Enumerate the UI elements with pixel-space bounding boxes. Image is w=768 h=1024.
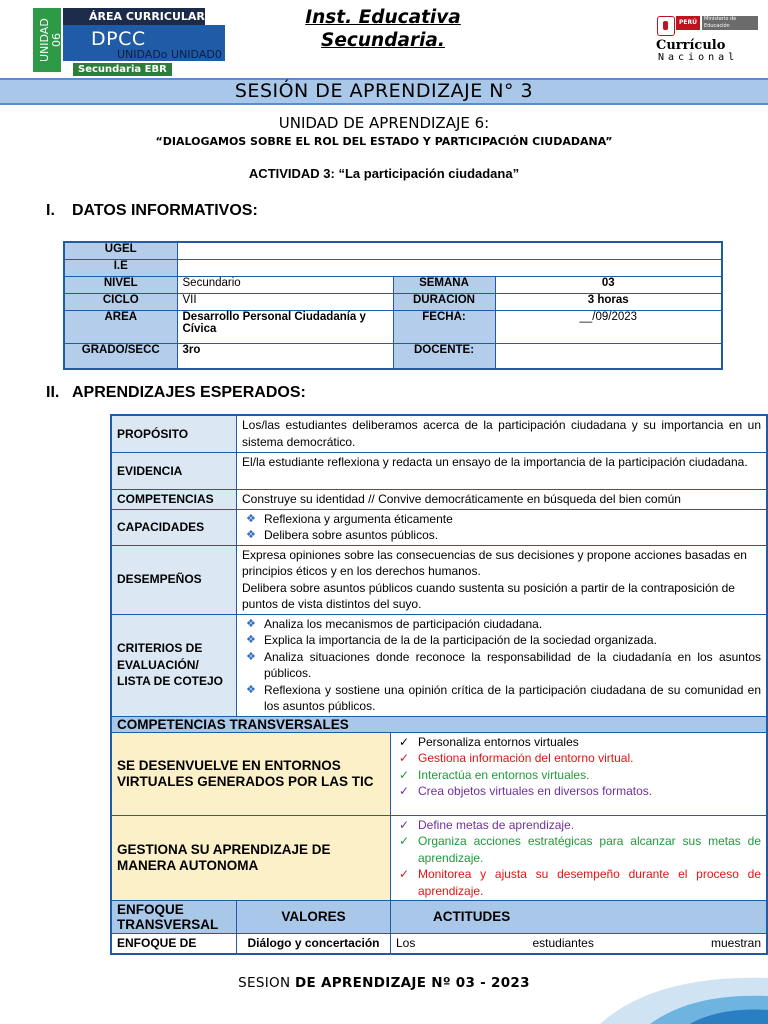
page-footer	[0, 975, 768, 991]
unit-label: UNIDAD DE APRENDIZAJE 6:	[278, 114, 490, 132]
capacidades-list	[237, 509, 768, 545]
ciclo-value: VII	[177, 294, 393, 311]
docente-value	[495, 344, 722, 370]
list-item: ❖ Reflexiona y sostiene una opinión crítica de la participación ciudadana de su comunidad en los asuntos públicos.	[246, 682, 761, 713]
check-icon: ✓	[399, 834, 410, 848]
list-item: ✓ Crea objetos virtuales en diversos formatos.	[399, 784, 653, 798]
list-item: ✓ Define metas de aprendizaje.	[399, 817, 575, 832]
tic-competency-label: SE DESENVUELVE EN ENTORNOS VIRTUALES GENERADOS POR LAS TIC	[111, 732, 391, 815]
ie-value	[177, 260, 722, 277]
duracion-value: 3 horas	[495, 294, 722, 311]
section-heading-datos	[46, 202, 258, 220]
table-row	[111, 732, 767, 815]
enfoque-header: ENFOQUE TRANSVERSAL	[111, 901, 237, 934]
tic-checklist	[391, 732, 768, 815]
badge-area-code: DPCC	[91, 28, 146, 50]
unit-name: “DIALOGAMOS SOBRE EL ROL DEL ESTADO Y PARTICIPACIÓN CIUDADANA”	[155, 135, 613, 148]
proposito-text: Los/las estudiantes deliberamos acerca de la participación ciudadana y su importancia en un sistema democrático.	[237, 415, 768, 453]
table-row	[64, 260, 722, 277]
list-item: ❖ Explica la importancia de la de la participación de la sociedad organizada.	[246, 633, 657, 647]
enfoque-value: ENFOQUE DE	[111, 934, 237, 954]
area-label: AREA	[64, 311, 177, 344]
table-row	[111, 614, 767, 716]
diamond-bullet-icon: ❖	[246, 683, 256, 696]
aprendizajes-table	[110, 414, 768, 955]
list-item: ❖ Delibera sobre asuntos públicos.	[246, 528, 439, 542]
ugel-label: UGEL	[64, 242, 177, 260]
list-item: ✓ Interactúa en entornos virtuales.	[399, 767, 590, 782]
section-heading-aprendizajes	[46, 384, 306, 402]
evidencia-label: EVIDENCIA	[111, 453, 237, 490]
diamond-bullet-icon: ❖	[246, 617, 256, 630]
table-row	[111, 934, 767, 954]
list-item: ❖ Analiza situaciones donde reconoce la responsabilidad de la ciudadanía en los asuntos públicos.	[246, 649, 761, 680]
ciclo-label: CICLO	[64, 294, 177, 311]
table-row	[111, 815, 767, 901]
docente-label: DOCENTE:	[393, 344, 495, 370]
proposito-label: PROPÓSITO	[111, 415, 237, 453]
check-icon: ✓	[399, 867, 410, 881]
autonoma-competency-label: GESTIONA SU APRENDIZAJE DE MANERA AUTONOMA	[111, 815, 391, 901]
table-row	[111, 415, 767, 453]
competencias-transversales-header: COMPETENCIAS TRANSVERSALES	[111, 716, 767, 732]
desempeno-paragraph: Delibera sobre asuntos públicos cuando sustenta su posición a partir de la contraposición de puntos de vista distintos del suyo.	[242, 580, 735, 611]
section-number: I.	[46, 202, 55, 219]
desempenos-label: DESEMPEÑOS	[111, 545, 237, 614]
diamond-bullet-icon: ❖	[246, 634, 256, 646]
area-value: Desarrollo Personal Ciudadanía y Cívica	[177, 311, 393, 344]
check-icon: ✓	[399, 751, 410, 765]
footer-title: DE APRENDIZAJE Nº 03 - 2023	[294, 975, 530, 991]
ugel-value	[177, 242, 722, 260]
section-number: II.	[46, 384, 60, 401]
table-row	[111, 716, 767, 732]
ie-label: I.E	[64, 260, 177, 277]
activity-title: ACTIVIDAD 3: “La participación ciudadana”	[248, 166, 520, 181]
semana-label: SEMANA	[393, 277, 495, 294]
fecha-value: __/09/2023	[495, 311, 722, 344]
table-row	[111, 490, 767, 510]
valores-header: VALORES	[237, 901, 391, 934]
diamond-bullet-icon: ❖	[246, 650, 256, 663]
competencias-label: COMPETENCIAS	[111, 490, 237, 510]
list-item: ❖ Analiza los mecanismos de participación ciudadana.	[246, 616, 543, 631]
check-icon: ✓	[399, 817, 410, 832]
datos-informativos-table	[63, 241, 723, 370]
table-row	[64, 277, 722, 294]
badge-level: Secundaria EBR	[73, 63, 172, 76]
list-item: ✓ Personaliza entornos virtuales	[399, 734, 579, 749]
section-title: APRENDIZAJES ESPERADOS:	[72, 384, 306, 401]
competencias-text: Construye su identidad // Convive democráticamente en búsqueda del bien común	[237, 490, 768, 510]
table-row	[64, 242, 722, 260]
diamond-bullet-icon: ❖	[246, 512, 256, 525]
shield-icon	[657, 16, 675, 36]
curriculo-nacional-logo	[652, 14, 758, 66]
diamond-bullet-icon: ❖	[246, 529, 256, 541]
desempenos-text	[237, 545, 768, 614]
logo-nacional-text: Nacional	[658, 52, 739, 63]
nivel-value: Secundario	[177, 277, 393, 294]
logo-ministry-label: Ministerio de Educación	[702, 16, 758, 30]
criterios-list	[237, 614, 768, 716]
duracion-label: DURACION	[393, 294, 495, 311]
table-row	[111, 509, 767, 545]
table-row	[111, 901, 767, 934]
logo-curriculo-text: Currículo	[656, 38, 726, 53]
check-icon: ✓	[399, 734, 410, 749]
actitudes-header: ACTITUDES	[391, 901, 768, 934]
table-row	[111, 453, 767, 490]
logo-peru-label: PERÚ	[676, 16, 700, 30]
autonoma-checklist	[391, 815, 768, 901]
evidencia-text: El/la estudiante reflexiona y redacta un ensayo de la importancia de la participación ciudadana.	[237, 453, 768, 490]
institution-title: Inst. Educativa Secundaria.	[305, 7, 461, 51]
table-row	[64, 294, 722, 311]
capacidades-label: CAPACIDADES	[111, 509, 237, 545]
badge-area-label: ÁREA CURRICULAR	[63, 8, 205, 25]
session-title-banner: SESIÓN DE APRENDIZAJE N° 3	[0, 78, 768, 105]
table-row	[111, 545, 767, 614]
desempeno-paragraph: Expresa opiniones sobre las consecuencias de sus decisiones y propone acciones basadas en principios éticos y en los derechos humanos.	[242, 547, 747, 578]
table-row	[64, 344, 722, 370]
valor-value: Diálogo y concertación	[237, 934, 391, 954]
badge-unit-number: UNIDAD 06	[38, 18, 63, 62]
check-icon: ✓	[399, 767, 410, 782]
table-row	[64, 311, 722, 344]
fecha-label: FECHA:	[393, 311, 495, 344]
nivel-label: NIVEL	[64, 277, 177, 294]
list-item: ✓ Monitorea y ajusta su desempeño durante el proceso de aprendizaje.	[399, 867, 761, 898]
semana-value: 03	[495, 277, 722, 294]
list-item: ✓ Organiza acciones estratégicas para alcanzar sus metas de aprendizaje.	[399, 834, 761, 865]
badge-unidad-text: UNIDADo UNIDAD0	[117, 48, 222, 61]
grado-value: 3ro	[177, 344, 393, 370]
section-title: DATOS INFORMATIVOS:	[72, 202, 258, 219]
unit-badge	[5, 8, 225, 75]
grado-label: GRADO/SECC	[64, 344, 177, 370]
list-item: ✓ Gestiona información del entorno virtual.	[399, 751, 634, 765]
check-icon: ✓	[399, 784, 410, 798]
footer-prefix: SESION	[238, 975, 291, 991]
criterios-label: CRITERIOS DE EVALUACIÓN/ LISTA DE COTEJO	[111, 614, 237, 716]
actitud-value: Los estudiantes muestran	[391, 934, 768, 954]
list-item: ❖ Reflexiona y argumenta éticamente	[246, 511, 453, 526]
